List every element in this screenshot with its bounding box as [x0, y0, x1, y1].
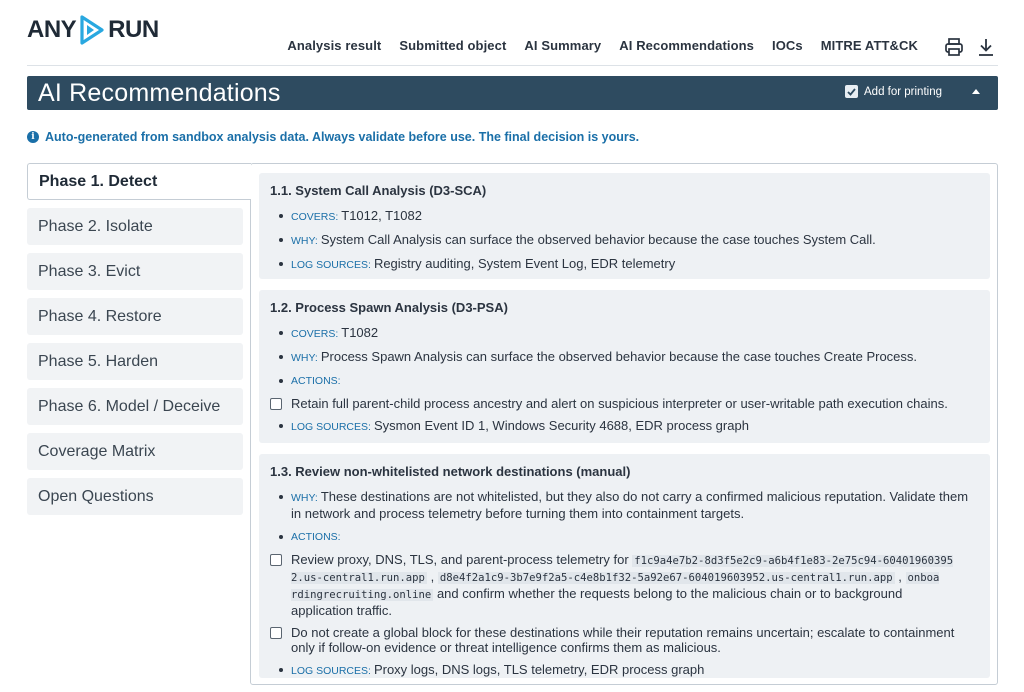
actions-label: ACTIONS: — [291, 531, 341, 543]
action-checkbox[interactable] — [270, 627, 282, 639]
actions-label: ACTIONS: — [291, 375, 341, 387]
ai-disclaimer — [27, 130, 639, 144]
bullet — [279, 355, 283, 359]
bullet — [279, 379, 283, 383]
add-for-printing-toggle[interactable] — [845, 85, 942, 98]
section-header — [27, 76, 998, 110]
tab-open-questions[interactable]: Open Questions — [27, 478, 243, 515]
nav-mitre-attack[interactable]: MITRE ATT&CK — [820, 38, 918, 53]
bullet — [279, 214, 283, 218]
log-sources-row — [270, 418, 979, 435]
header-divider — [27, 65, 998, 66]
tab-phase-2-isolate[interactable]: Phase 2. Isolate — [27, 208, 243, 245]
card-title: 1.1. System Call Analysis (D3-SCA) — [270, 183, 487, 198]
top-header — [0, 0, 1024, 66]
covers-value: T1082 — [341, 325, 379, 340]
tab-phase-4-restore[interactable]: Phase 4. Restore — [27, 298, 243, 335]
action-text: Do not create a global block for these destinations while their reputation remains uncertain; escalate to containment only if follow-on evidence or threat intelligence confirms them as malicious. — [291, 625, 955, 655]
phase-tabs — [27, 163, 243, 523]
main-nav — [287, 38, 918, 53]
why-row — [270, 232, 979, 249]
action-item — [270, 552, 979, 618]
recommendation-card — [259, 173, 990, 279]
nav-ai-summary[interactable]: AI Summary — [524, 38, 602, 53]
action-item — [270, 625, 979, 655]
action-text-post: and confirm whether the requests belong to the malicious chain or to background — [436, 586, 903, 601]
bullet — [279, 238, 283, 242]
bullet — [279, 262, 283, 266]
nav-submitted-object[interactable]: Submitted object — [399, 38, 507, 53]
log-sources-label: LOG SOURCES: — [291, 665, 371, 677]
anyrun-logo[interactable] — [27, 14, 159, 46]
log-sources-row — [270, 662, 979, 679]
log-sources-value: Proxy logs, DNS logs, TLS telemetry, EDR process graph — [373, 662, 705, 677]
card-title: 1.3. Review non-whitelisted network destinations (manual) — [270, 464, 631, 479]
log-sources-label: LOG SOURCES: — [291, 421, 371, 433]
log-sources-label: LOG SOURCES: — [291, 259, 371, 271]
bullet — [279, 331, 283, 335]
print-checkbox[interactable] — [845, 85, 858, 98]
logo-text-left: ANY — [27, 16, 77, 43]
action-text: Review proxy, DNS, TLS, and parent-process telemetry for f1c9a4e7b2-8d3f5e2c9-a6b4f1e83-2e75c94-60401960395 2.us-central1.run.app , d8e4f2a1c9-3b7e9f2a5-c4e8b1f32-5a92e67-604019603952.us-central1.run.app , onboa rdingrecruiting.online and confirm whether the requests belong to the malicious chain or to background application traffic. — [291, 552, 954, 618]
nav-iocs[interactable]: IOCs — [772, 38, 803, 53]
action-checkbox[interactable] — [270, 398, 282, 410]
destination-3: onboa rdingrecruiting.online — [291, 572, 940, 601]
phase-content-panel — [250, 163, 998, 685]
section-title: AI Recommendations — [38, 78, 281, 107]
action-text: Retain full parent-child process ancestry and alert on suspicious interpreter or user-writable path execution chains. — [291, 396, 948, 411]
nav-analysis-result[interactable]: Analysis result — [287, 38, 382, 53]
covers-label: COVERS: — [291, 328, 339, 340]
why-value: These destinations are not whitelisted, but they also do not carry a confirmed malicious reputation. Validate them in network and process telemetry before turning them into containment targets. — [291, 489, 969, 521]
covers-row — [270, 208, 979, 225]
why-label: WHY: — [291, 235, 318, 247]
info-icon: i — [27, 131, 39, 143]
check-icon — [847, 88, 856, 96]
covers-value: T1012, T1082 — [341, 208, 422, 223]
print-icon[interactable] — [944, 36, 964, 58]
logo-text-right: RUN — [108, 16, 159, 43]
destination-1: f1c9a4e7b2-8d3f5e2c9-a6b4f1e83-2e75c94-60401960395 2.us-central1.run.app — [291, 555, 954, 584]
bullet — [279, 495, 283, 499]
why-row — [270, 349, 979, 366]
log-sources-value: Sysmon Event ID 1, Windows Security 4688, EDR process graph — [373, 418, 749, 433]
nav-ai-recommendations[interactable]: AI Recommendations — [619, 38, 754, 53]
why-label: WHY: — [291, 492, 318, 504]
download-icon[interactable] — [976, 36, 996, 58]
why-value: Process Spawn Analysis can surface the observed behavior because the case touches Create Process. — [320, 349, 918, 364]
disclaimer-text: Auto-generated from sandbox analysis data. Always validate before use. The final decision is yours. — [45, 130, 640, 144]
action-text-pre: Review proxy, DNS, TLS, and parent-process telemetry for — [291, 552, 629, 567]
logo-play-icon — [79, 15, 105, 45]
print-label: Add for printing — [864, 85, 942, 98]
action-checkbox[interactable] — [270, 554, 282, 566]
tab-phase-6-model-deceive[interactable]: Phase 6. Model / Deceive — [27, 388, 243, 425]
why-label: WHY: — [291, 352, 318, 364]
recommendation-card — [259, 290, 990, 443]
recommendation-card — [259, 454, 990, 678]
tab-phase-1-detect[interactable]: Phase 1. Detect — [27, 163, 251, 200]
collapse-caret-icon[interactable] — [972, 89, 980, 94]
action-item — [270, 396, 979, 411]
card-title: 1.2. Process Spawn Analysis (D3-PSA) — [270, 300, 508, 315]
actions-row — [270, 529, 979, 545]
bullet — [279, 668, 283, 672]
why-value: System Call Analysis can surface the observed behavior because the case touches System Call. — [320, 232, 876, 247]
bullet — [279, 424, 283, 428]
tab-coverage-matrix[interactable]: Coverage Matrix — [27, 433, 243, 470]
bullet — [279, 535, 283, 539]
actions-row — [270, 373, 979, 389]
covers-row — [270, 325, 979, 342]
tab-phase-3-evict[interactable]: Phase 3. Evict — [27, 253, 243, 290]
covers-label: COVERS: — [291, 211, 339, 223]
why-row — [270, 489, 979, 522]
log-sources-value: Registry auditing, System Event Log, EDR telemetry — [373, 256, 676, 271]
log-sources-row — [270, 256, 979, 273]
tab-phase-5-harden[interactable]: Phase 5. Harden — [27, 343, 243, 380]
destination-2: d8e4f2a1c9-3b7e9f2a5-c4e8b1f32-5a92e67-604019603952.us-central1.run.app — [439, 572, 893, 584]
